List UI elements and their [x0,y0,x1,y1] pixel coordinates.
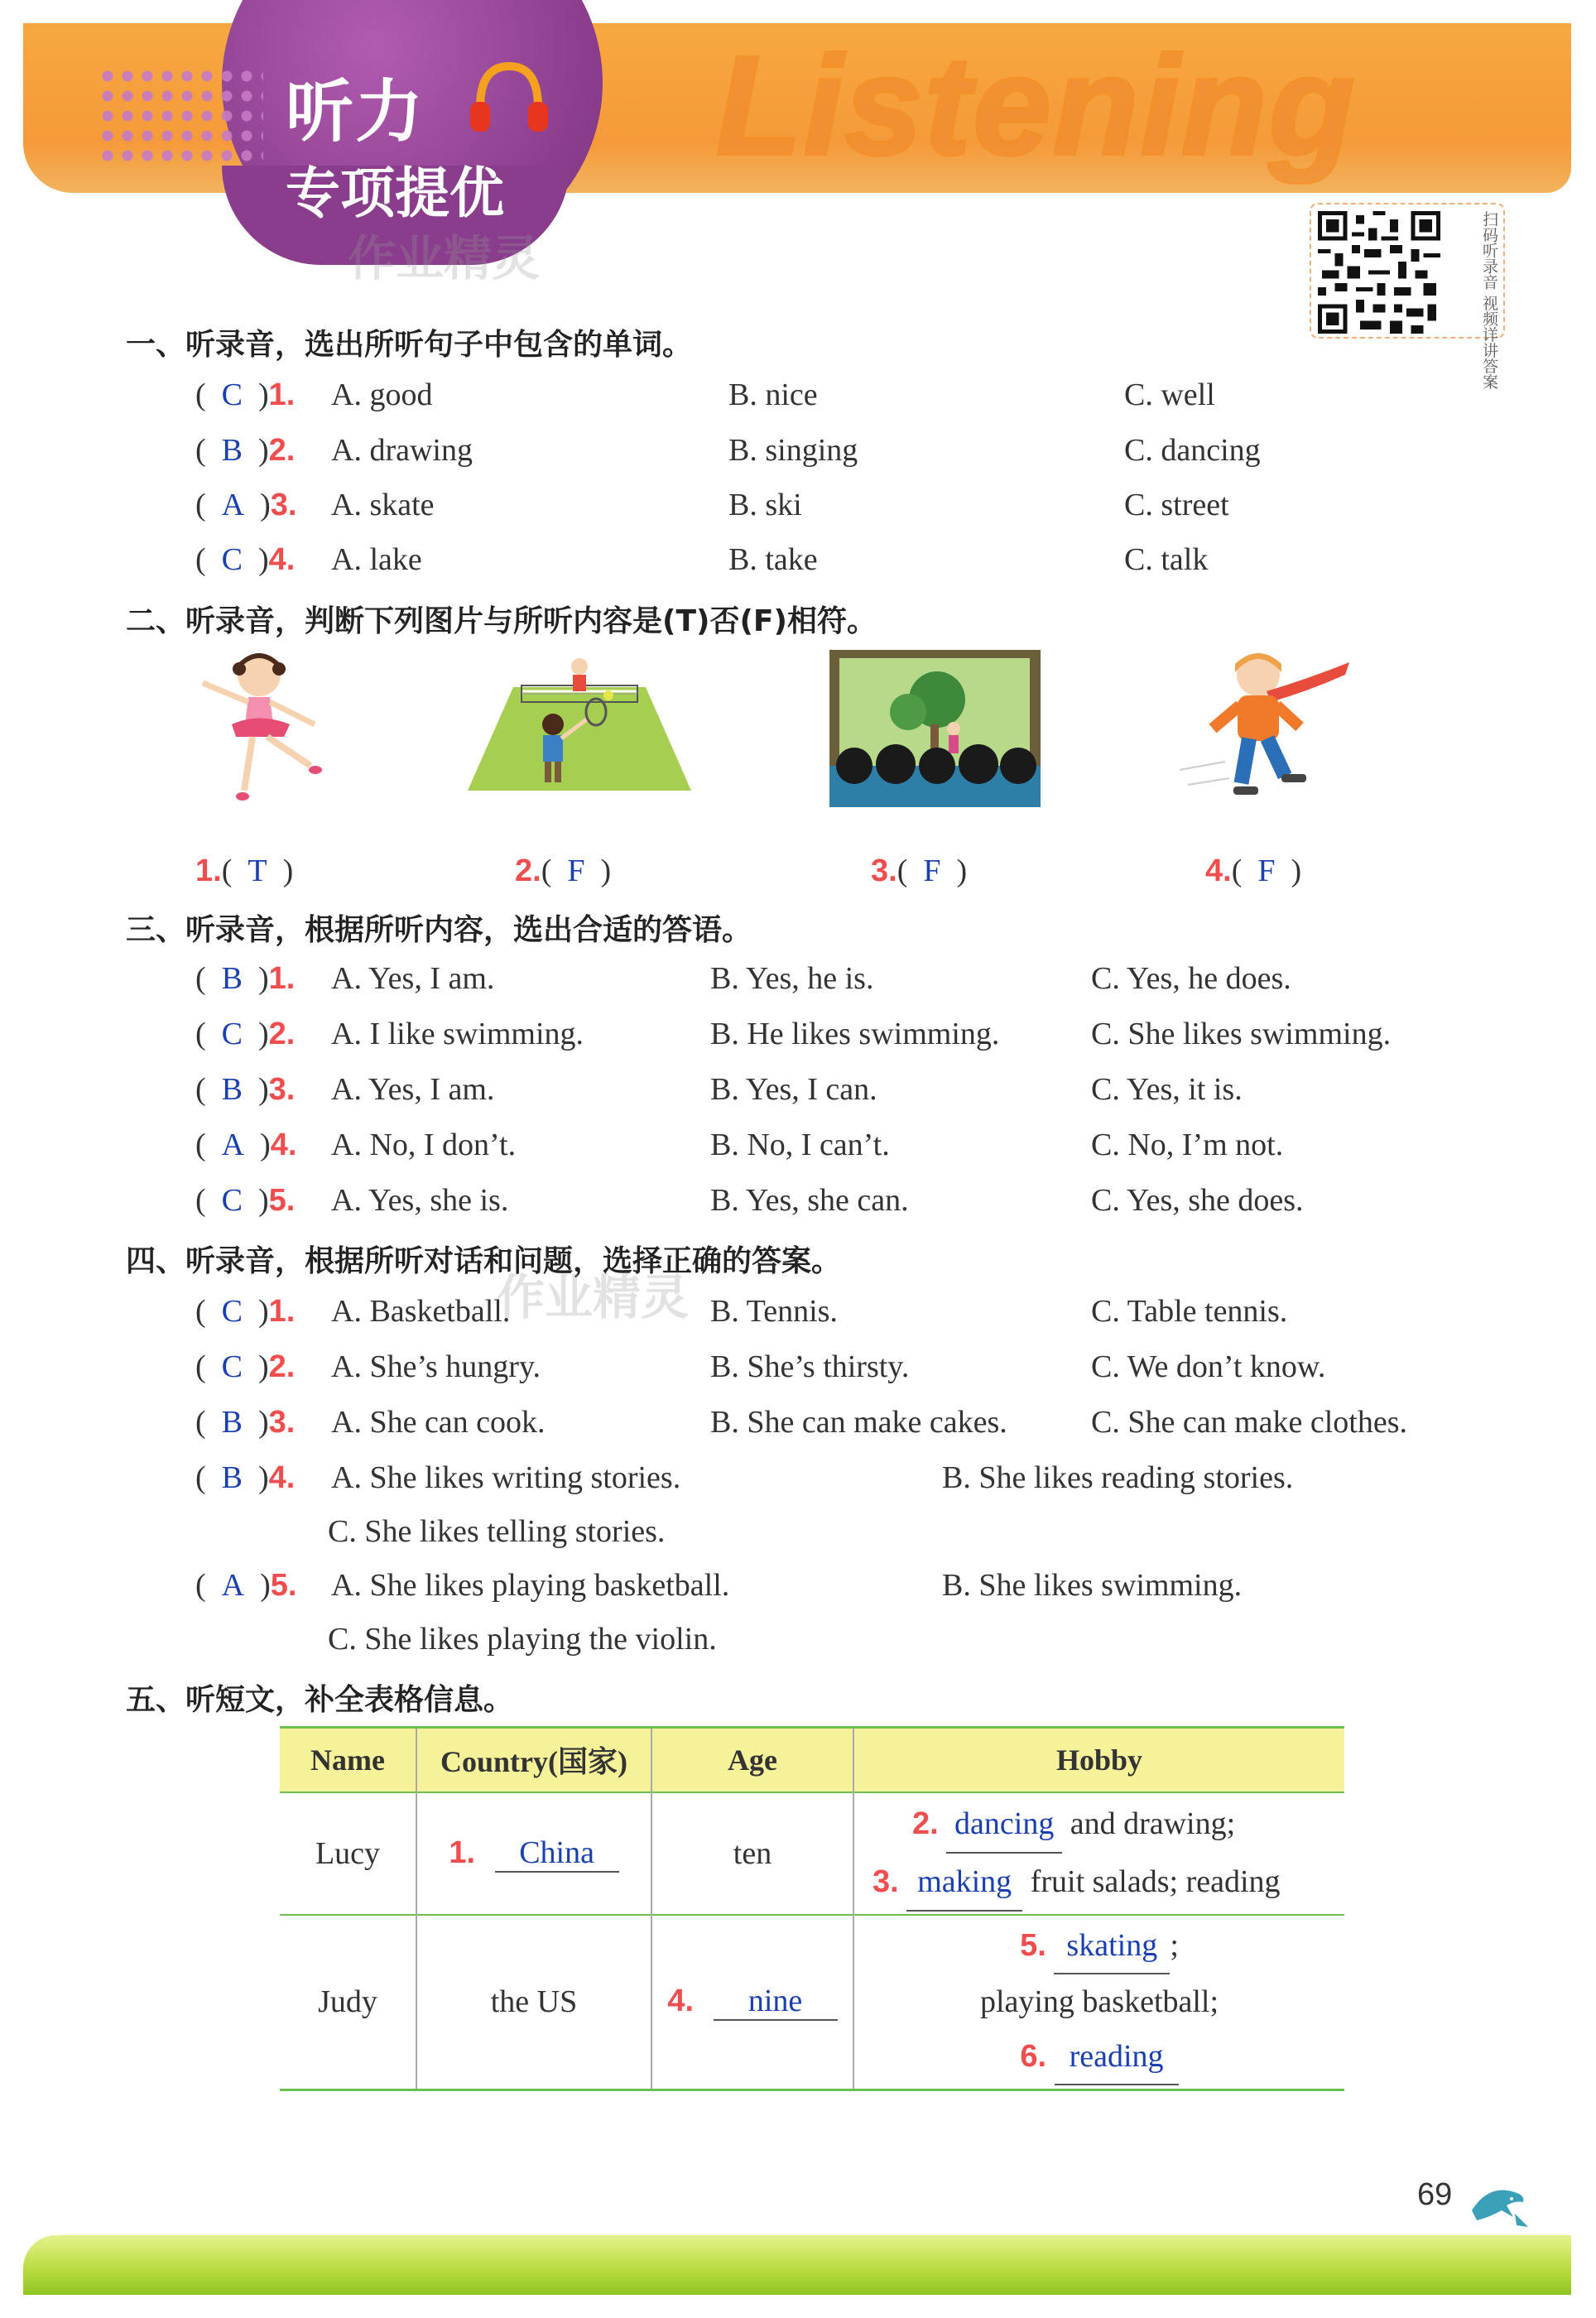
option-c: C. She can make clothes. [1091,1405,1408,1440]
question-number: 5. [268,1183,296,1218]
badge-subtitle: 专项提优 [286,161,504,225]
question-number: 2. [515,854,541,888]
question-number: 1. [268,378,296,412]
question-number: 2. [268,433,296,468]
answer: C [221,1017,243,1051]
header-age: Age [651,1728,853,1792]
answer: B [221,1460,243,1495]
answer-slot: ( C )1. [195,1294,296,1329]
answer: C [221,1349,243,1384]
option-b: B. singing [728,433,858,468]
answer-slot: ( C )2. [195,1349,296,1384]
question-number: 2. [912,1806,939,1841]
option-c: C. We don’t know. [1091,1349,1326,1384]
question-number: 2. [268,1349,296,1384]
answer: F [567,854,585,888]
badge-title: 听力 [286,73,425,151]
qr-caption: 扫码听录音 视频详讲答案 [1480,211,1498,390]
dolphin-icon [1465,2177,1531,2235]
answer-slot: ( B )3. [195,1072,296,1107]
question-number: 4. [270,1128,297,1162]
option-b: B. She can make cakes. [710,1405,1007,1440]
section4-title: 四、听录音，根据所听对话和问题，选择正确的答案。 [126,1244,842,1278]
option-c: C. She likes swimming. [1091,1017,1392,1051]
table-cell-country [416,1792,651,1915]
hobby-text: playing basketball; [979,1984,1219,2020]
picture-answer-3: 3.( F ) [871,854,968,888]
question-number: 4. [1205,854,1232,888]
answer: A [221,1568,245,1603]
picture-answer-1: 1.( T ) [195,854,294,888]
answer: B [221,1405,243,1440]
option-c: C. She likes playing the violin. [328,1622,717,1657]
question-number: 1. [195,854,222,888]
option-c: C. No, I’m not. [1091,1128,1284,1162]
table-cell-name: Judy [280,1915,416,2090]
header-country: Country(国家) [416,1728,651,1792]
answer: A [221,488,245,522]
option-a: A. She’s hungry. [331,1349,541,1384]
option-b: B. ski [728,488,802,522]
answer-slot: ( B )1. [195,961,296,996]
question-number: 4. [268,542,296,577]
header-hobby: Hobby [1055,1743,1143,1777]
question-number: 1. [268,961,296,996]
answer: B [221,1072,243,1107]
option-b: B. Yes, I can. [710,1072,877,1107]
option-b: B. He likes swimming. [710,1017,1000,1051]
table-cell-hobby [853,1915,1344,2090]
question-number: 3. [873,1864,899,1899]
page-number: 69 [1417,2177,1453,2212]
answer-slot: ( A )4. [195,1128,297,1162]
option-b: B. Yes, she can. [710,1183,909,1218]
answer: skating [1054,1918,1170,1974]
watermark: 作业精灵 [348,230,541,286]
table-cell-country: the US [416,1915,651,2090]
dot-pattern [98,66,263,166]
section2-title: 二、听录音，判断下列图片与所听内容是(T)否(F)相符。 [126,604,877,638]
qr-code-icon[interactable] [1318,211,1440,334]
hobby-text: fruit salads; reading [1030,1864,1281,1899]
question-number: 1. [268,1294,296,1329]
option-a: A. No, I don’t. [331,1128,517,1162]
option-b: B. Yes, he is. [710,961,874,996]
answer: C [221,1294,243,1329]
option-c: C. She likes telling stories. [328,1514,666,1549]
hobby-text: and drawing; [1070,1806,1236,1841]
option-a: A. skate [331,488,435,522]
section5-title: 五、听短文，补全表格信息。 [126,1683,514,1717]
option-a: A. drawing [331,433,473,468]
hobby-table [280,1726,1344,2091]
table-cell-hobby [853,1792,1344,1915]
answer: C [221,1183,243,1218]
option-a: A. She likes writing stories. [331,1460,681,1495]
answer-slot: ( B )3. [195,1405,296,1440]
listening-title: Listening [716,27,1357,185]
option-a: A. Yes, she is. [331,1183,509,1218]
option-b: B. nice [728,378,818,412]
answer: C [221,542,243,577]
cinema-audience-icon [829,650,1041,807]
option-b: B. She’s thirsty. [710,1349,910,1384]
table-cell-name: Lucy [280,1792,416,1915]
question-number: 3. [871,854,897,888]
answer: C [221,378,243,412]
answer-slot: ( B )2. [195,433,296,468]
answer-slot: ( C )4. [195,542,296,577]
answer: nine [714,1983,838,2021]
question-number: 4. [268,1460,296,1495]
question-number: 5. [1020,1928,1046,1964]
option-c: C. dancing [1124,433,1261,468]
option-a: A. Yes, I am. [331,961,495,996]
hobby-text: ; [1170,1928,1179,1964]
section3-title: 三、听录音，根据所听内容，选出合适的答语。 [126,913,752,947]
watermark: 作业精灵 [497,1269,690,1325]
footer-band [23,2235,1571,2295]
option-c: C. Yes, he does. [1091,961,1291,996]
option-b: B. Tennis. [710,1294,838,1329]
answer-slot: ( A )5. [195,1568,297,1603]
header-name: Name [280,1728,416,1792]
answer: dancing [946,1796,1062,1854]
answer: making [906,1854,1022,1912]
ice-skater-icon [1175,646,1358,811]
question-number: 3. [270,488,297,522]
table-cell-age: ten [651,1792,853,1915]
option-a: A. lake [331,542,422,577]
option-c: C. talk [1124,542,1209,577]
answer: F [1257,854,1276,888]
option-a: A. She likes playing basketball. [331,1568,730,1603]
option-b: B. She likes swimming. [942,1568,1243,1603]
question-number: 1. [449,1835,476,1870]
option-c: C. well [1124,378,1215,412]
answer: F [923,854,941,888]
answer-slot: ( C )5. [195,1183,296,1218]
answer-slot: ( C )2. [195,1017,296,1051]
answer: B [221,961,243,996]
answer: reading [1055,2029,1179,2085]
table-cell-age [651,1915,853,2090]
option-a: A. good [331,378,433,412]
headphone-icon [464,54,555,145]
picture-answer-4: 4.( F ) [1205,854,1302,888]
option-c: C. Yes, she does. [1091,1183,1304,1218]
option-a: A. Yes, I am. [331,1072,495,1107]
answer-slot: ( B )4. [195,1460,296,1495]
option-c: C. street [1124,488,1229,522]
option-c: C. Table tennis. [1091,1294,1288,1329]
answer: China [495,1835,619,1873]
answer-slot: ( A )3. [195,488,297,522]
section1-title: 一、听录音，选出所听句子中包含的单词。 [126,328,693,362]
answer: T [248,854,267,888]
option-a: A. Basketball. [331,1294,511,1329]
ballet-girl-icon [186,646,331,811]
answer: B [221,433,243,468]
option-b: B. She likes reading stories. [942,1460,1294,1495]
option-b: B. take [728,542,818,577]
question-number: 4. [667,1984,695,2019]
question-number: 3. [268,1072,296,1107]
answer-slot: ( C )1. [195,378,296,412]
option-a: A. I like swimming. [331,1017,584,1051]
option-a: A. She can cook. [331,1405,546,1440]
question-number: 5. [270,1568,297,1603]
question-number: 3. [268,1405,296,1440]
question-number: 2. [268,1017,296,1051]
option-c: C. Yes, it is. [1091,1072,1243,1107]
tennis-boy-icon [464,646,695,811]
answer: A [221,1128,245,1162]
option-b: B. No, I can’t. [710,1128,890,1162]
picture-answer-2: 2.( F ) [515,854,612,888]
question-number: 6. [1020,2039,1047,2075]
